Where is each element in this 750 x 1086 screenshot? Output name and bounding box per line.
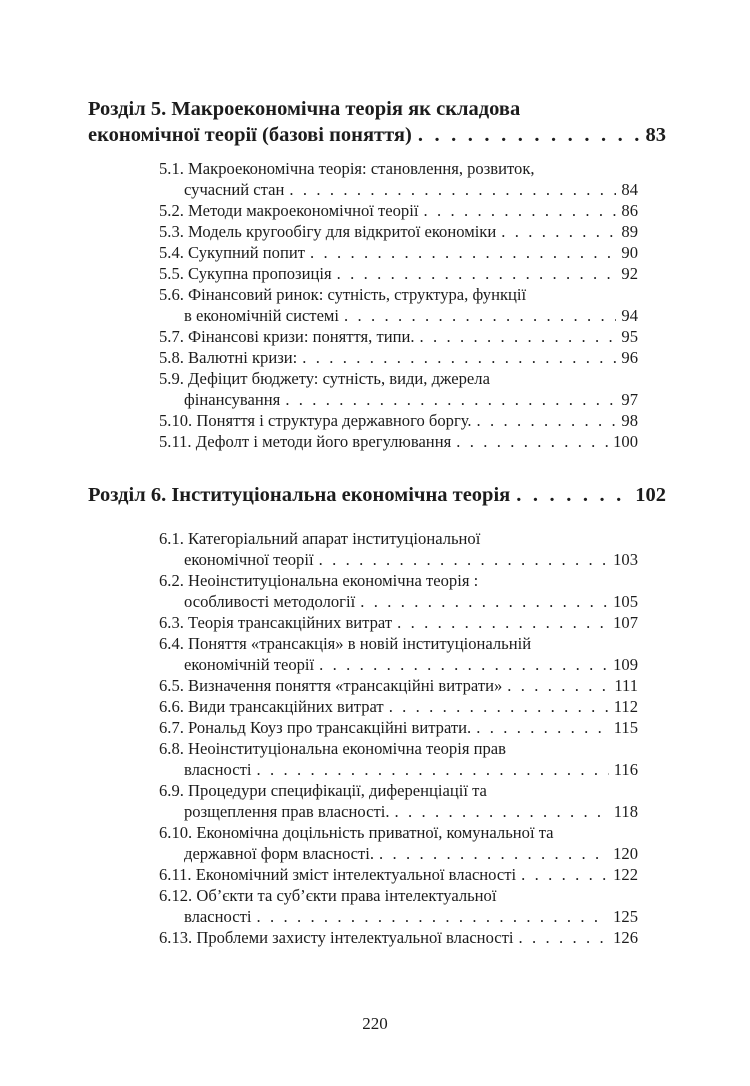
toc-entry-5-6 (159, 284, 638, 326)
entry-title: 5.2. Методи макроекономічної теорії (159, 201, 419, 220)
entry-title: 5.4. Сукупний попит (159, 243, 305, 262)
dot-leader (379, 843, 608, 864)
entry-page-number: 118 (613, 802, 638, 821)
entry-title-cont: власності (184, 907, 252, 926)
entry-page-number: 111 (614, 676, 638, 695)
toc-entry-6-11 (159, 864, 638, 885)
toc-entry-5-2 (159, 200, 638, 221)
entry-title-cont: розщеплення прав власності. (184, 802, 390, 821)
entry-page-number: 120 (613, 844, 638, 863)
dot-leader (516, 482, 629, 508)
section-title-line2: економічної теорії (базові поняття) (88, 124, 412, 146)
entry-title: 5.5. Сукупна пропозиція (159, 264, 332, 283)
entry-title: 6.1. Категоріальний апарат інституціональної (159, 529, 481, 548)
entry-title: 5.7. Фінансові кризи: поняття, типи. (159, 327, 415, 346)
toc-entry-5-3 (159, 221, 638, 242)
entry-title-cont: в економічній системі (184, 306, 340, 325)
entry-title: 5.8. Валютні кризи: (159, 348, 298, 367)
entry-page-number: 105 (613, 592, 638, 611)
entry-title-cont: фінансування (184, 390, 281, 409)
section-5-entries (159, 158, 638, 452)
toc-entry-6-3 (159, 612, 638, 633)
entry-title: 5.3. Модель кругообігу для відкритої економіки (159, 222, 497, 241)
dot-leader (477, 410, 617, 431)
entry-page-number: 100 (613, 432, 638, 451)
entry-page-number: 90 (621, 243, 638, 262)
toc-entry-5-10 (159, 410, 638, 431)
entry-title: 5.10. Поняття і структура державного боргу. (159, 411, 472, 430)
entry-title: 6.3. Теорія трансакційних витрат (159, 613, 393, 632)
entry-page-number: 126 (613, 928, 638, 947)
section-heading-5 (88, 96, 666, 148)
entry-page-number: 109 (613, 655, 638, 674)
entry-page-number: 89 (621, 222, 638, 241)
entry-title: 6.5. Визначення поняття «трансакційні витрати» (159, 676, 503, 695)
dot-leader (302, 347, 616, 368)
dot-leader (310, 242, 616, 263)
entry-title: 6.6. Види трансакційних витрат (159, 697, 384, 716)
toc-entry-5-1 (159, 158, 638, 200)
dot-leader (394, 801, 608, 822)
section-6-entries (159, 528, 638, 948)
entry-page-number: 122 (613, 865, 638, 884)
toc-entry-5-7 (159, 326, 638, 347)
toc-entry-6-12 (159, 885, 638, 927)
entry-page-number: 125 (613, 907, 638, 926)
dot-leader (289, 179, 616, 200)
entry-title: 6.12. Об’єкти та суб’єкти права інтелектуальної (159, 886, 497, 905)
entry-page-number: 84 (621, 180, 638, 199)
toc-entry-5-11 (159, 431, 638, 452)
dot-leader (420, 326, 617, 347)
section-page-number: 102 (635, 484, 666, 506)
dot-leader (519, 927, 609, 948)
dot-leader (256, 906, 608, 927)
dot-leader (476, 717, 609, 738)
entry-title: 6.11. Економічний зміст інтелектуальної власності (159, 865, 517, 884)
entry-title: 5.1. Макроекономічна теорія: становлення, розвиток, (159, 159, 535, 178)
toc-entry-6-2 (159, 570, 638, 612)
entry-page-number: 86 (621, 201, 638, 220)
dot-leader (319, 654, 608, 675)
toc-entry-6-4 (159, 633, 638, 675)
section-heading-6 (88, 482, 666, 508)
entry-page-number: 95 (621, 327, 638, 346)
dot-leader (423, 200, 616, 221)
dot-leader (507, 675, 609, 696)
entry-page-number: 98 (621, 411, 638, 430)
dot-leader (501, 221, 616, 242)
entry-title: 6.9. Процедури специфікації, диференціації та (159, 781, 487, 800)
toc-entry-6-8 (159, 738, 638, 780)
toc-entry-5-5 (159, 263, 638, 284)
entry-page-number: 96 (621, 348, 638, 367)
entry-title: 6.8. Неоінституціональна економічна теорія прав (159, 739, 506, 758)
dot-leader (337, 263, 617, 284)
entry-title: 6.13. Проблеми захисту інтелектуальної власності (159, 928, 514, 947)
toc-entry-6-6 (159, 696, 638, 717)
dot-leader (456, 431, 608, 452)
entry-page-number: 92 (621, 264, 638, 283)
entry-title: 5.6. Фінансовий ринок: сутність, структура, функції (159, 285, 527, 304)
toc-entry-6-13 (159, 927, 638, 948)
entry-page-number: 107 (613, 613, 638, 632)
entry-title-cont: власності (184, 760, 252, 779)
dot-leader (344, 305, 616, 326)
toc-entry-6-7 (159, 717, 638, 738)
toc-entry-6-5 (159, 675, 638, 696)
entry-title-cont: економічній теорії (184, 655, 315, 674)
section-title-line1: Розділ 5. Макроекономічна теорія як складова (88, 98, 521, 120)
entry-title-cont: сучасний стан (184, 180, 285, 199)
section-page-number: 83 (645, 124, 666, 146)
entry-title: 5.11. Дефолт і методи його врегулювання (159, 432, 452, 451)
dot-leader (319, 549, 609, 570)
entry-title-cont: державної форм власності. (184, 844, 375, 863)
dot-leader (397, 612, 608, 633)
toc-entry-6-9 (159, 780, 638, 822)
entry-title: 6.2. Неоінституціональна економічна теорія : (159, 571, 479, 590)
toc-entry-5-4 (159, 242, 638, 263)
entry-page-number: 116 (613, 760, 638, 779)
entry-title: 5.9. Дефіцит бюджету: сутність, види, джерела (159, 369, 490, 388)
entry-title-cont: економічної теорії (184, 550, 314, 569)
dot-leader (521, 864, 608, 885)
entry-title: 6.10. Економічна доцільність приватної, комунальної та (159, 823, 554, 842)
dot-leader (256, 759, 608, 780)
entry-page-number: 97 (621, 390, 638, 409)
entry-page-number: 112 (613, 697, 638, 716)
toc-entry-6-10 (159, 822, 638, 864)
dot-leader (389, 696, 609, 717)
entry-title: 6.7. Рональд Коуз про трансакційні витрати. (159, 718, 472, 737)
toc-entry-6-1 (159, 528, 638, 570)
page-footer-number: 220 (362, 1014, 388, 1033)
entry-page-number: 103 (613, 550, 638, 569)
section-title: Розділ 6. Інституціональна економічна теорія (88, 484, 511, 506)
dot-leader (418, 122, 640, 148)
dot-leader (285, 389, 616, 410)
entry-title-cont: особливості методології (184, 592, 356, 611)
entry-title: 6.4. Поняття «трансакція» в новій інституціональній (159, 634, 532, 653)
toc-entry-5-9 (159, 368, 638, 410)
dot-leader (360, 591, 608, 612)
toc-entry-5-8 (159, 347, 638, 368)
entry-page-number: 115 (613, 718, 638, 737)
entry-page-number: 94 (621, 306, 638, 325)
